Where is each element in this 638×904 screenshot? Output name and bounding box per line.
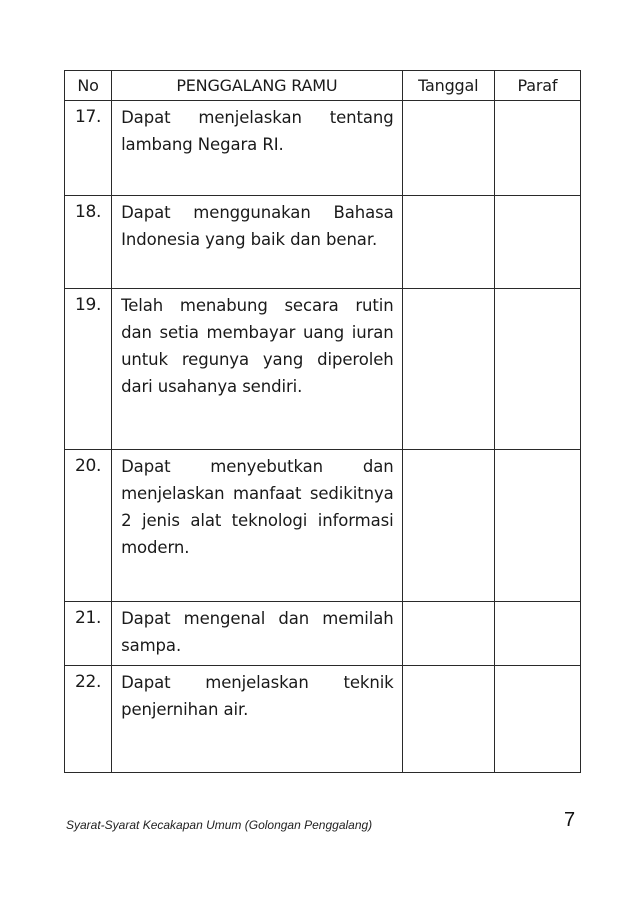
date-cell	[402, 196, 494, 289]
date-cell	[402, 450, 494, 602]
row-number: 22.	[65, 666, 112, 773]
signature-cell	[494, 196, 580, 289]
row-requirement: Dapat menggunakan Bahasa Indonesia yang baik dan benar.	[112, 196, 403, 289]
date-cell	[402, 289, 494, 450]
signature-cell	[494, 289, 580, 450]
row-number: 20.	[65, 450, 112, 602]
header-tanggal: Tanggal	[402, 71, 494, 101]
footer-book-title: Syarat-Syarat Kecakapan Umum (Golongan Penggalang)	[66, 818, 373, 832]
row-requirement: Telah menabung secara rutin dan setia membayar uang iuran untuk regunya yang diperoleh dari usahanya sendiri.	[112, 289, 403, 450]
signature-cell	[494, 602, 580, 666]
table-row	[65, 602, 581, 666]
page-number: 7	[564, 809, 576, 831]
date-cell	[402, 666, 494, 773]
date-cell	[402, 101, 494, 196]
table-row	[65, 196, 581, 289]
row-number: 17.	[65, 101, 112, 196]
header-penggalang-ramu: PENGGALANG RAMU	[112, 71, 403, 101]
skill-checklist-table	[64, 70, 581, 773]
row-requirement: Dapat menyebutkan dan menjelaskan manfaat sedikitnya 2 jenis alat teknologi informasi modern.	[112, 450, 403, 602]
table-row	[65, 666, 581, 773]
table-header-row	[65, 71, 581, 101]
row-requirement: Dapat menjelaskan tentang lambang Negara RI.	[112, 101, 403, 196]
table-row	[65, 101, 581, 196]
signature-cell	[494, 101, 580, 196]
table-row	[65, 289, 581, 450]
row-requirement: Dapat mengenal dan memilah sampa.	[112, 602, 403, 666]
signature-cell	[494, 666, 580, 773]
row-number: 18.	[65, 196, 112, 289]
header-paraf: Paraf	[494, 71, 580, 101]
signature-cell	[494, 450, 580, 602]
row-number: 19.	[65, 289, 112, 450]
header-no: No	[65, 71, 112, 101]
table-row	[65, 450, 581, 602]
row-requirement: Dapat menjelaskan teknik penjernihan air.	[112, 666, 403, 773]
date-cell	[402, 602, 494, 666]
row-number: 21.	[65, 602, 112, 666]
